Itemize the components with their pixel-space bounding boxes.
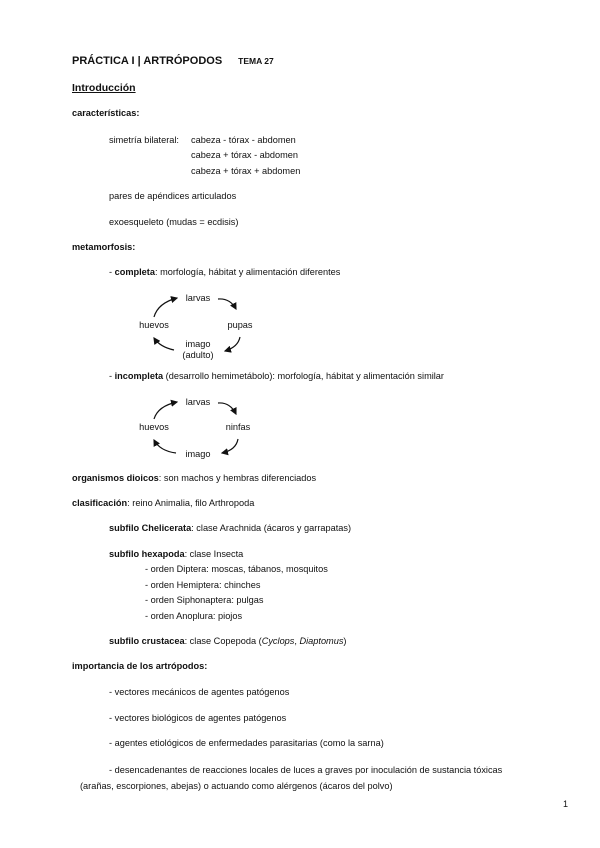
arrow [225, 337, 240, 351]
orden-item: - orden Anoplura: piojos [145, 611, 243, 621]
arrow [154, 440, 176, 453]
clasificacion-line [72, 498, 254, 509]
importancia-item: - desencadenantes de reacciones locales de luces a graves por inoculación de sustancia tóxicas [109, 765, 503, 775]
arrow [154, 338, 174, 350]
cycle2-bottom: imago [185, 449, 211, 459]
crustacea-term: subfilo crustacea [109, 636, 185, 646]
complete-metamorphosis-cycle [130, 285, 270, 365]
incompleta-desc: (desarrollo hemimetábolo): morfología, hábitat y alimentación similar [163, 371, 444, 381]
arrow [218, 403, 236, 414]
exoesqueleto-text: exoesqueleto (mudas = ecdisis) [109, 217, 239, 227]
orden-item: - orden Hemiptera: chinches [145, 580, 261, 590]
cycle1-bottom-sub: (adulto) [182, 350, 214, 360]
orden-item: - orden Siphonaptera: pulgas [145, 595, 264, 605]
cycle2-top: larvas [185, 397, 211, 407]
title-main: PRÁCTICA I | ARTRÓPODOS [72, 55, 223, 67]
apendices-text: pares de apéndices articulados [109, 191, 237, 201]
arrow [154, 298, 177, 317]
simetria-line: cabeza - tórax - abdomen [191, 135, 296, 145]
importancia-item: - vectores biológicos de agentes patógenos [109, 713, 287, 723]
hexapoda-line [109, 549, 243, 560]
crustacea-genus-1: Cyclops [261, 636, 295, 646]
dioicos-term: organismos dioicos [72, 473, 159, 483]
incompleta-term: incompleta [114, 371, 164, 381]
cycle1-top: larvas [185, 293, 211, 303]
crustacea-sep: , [294, 636, 300, 646]
importancia-item: - vectores mecánicos de agentes patógenos [109, 687, 290, 697]
incompleta-prefix: - [109, 371, 115, 381]
cycle1-right: pupas [227, 320, 253, 330]
page-number: 1 [563, 799, 569, 809]
clasificacion-desc: : reino Animalia, filo Arthropoda [127, 498, 255, 508]
section-heading-introduccion: Introducción [72, 82, 136, 94]
hexapoda-desc: : clase Insecta [184, 549, 244, 559]
title-tema: TEMA 27 [238, 56, 274, 66]
arrow [222, 439, 238, 453]
completa-term: completa [114, 267, 155, 277]
simetria-line: cabeza + tórax + abdomen [191, 166, 301, 176]
simetria-line: cabeza + tórax - abdomen [191, 150, 298, 160]
crustacea-end: ) [343, 636, 347, 646]
simetria-label: simetría bilateral: [109, 135, 179, 145]
incomplete-metamorphosis-cycle [130, 389, 270, 464]
cycle2-left: huevos [139, 422, 169, 432]
cycle1-bottom: imago [185, 339, 211, 349]
completa-line [109, 267, 340, 278]
incompleta-line [109, 371, 444, 382]
orden-item: - orden Diptera: moscas, tábanos, mosquitos [145, 564, 328, 574]
crustacea-desc: : clase Copepoda ( [184, 636, 262, 646]
heading-importancia: importancia de los artrópodos: [72, 661, 208, 671]
importancia-item: - agentes etiológicos de enfermedades parasitarias (como la sarna) [109, 738, 384, 748]
dioicos-line [72, 473, 316, 484]
chelicerata-line [109, 523, 351, 534]
clasificacion-term: clasificación [72, 498, 128, 508]
cycle1-left: huevos [139, 320, 169, 330]
heading-metamorfosis: metamorfosis: [72, 242, 136, 252]
completa-prefix: - [109, 267, 115, 277]
crustacea-genus-2: Diaptomus [299, 636, 344, 646]
importancia-item-continuation: (arañas, escorpiones, abejas) o actuando como alérgenos (ácaros del polvo) [80, 781, 393, 791]
heading-caracteristicas: características: [72, 108, 140, 118]
chelicerata-desc: : clase Arachnida (ácaros y garrapatas) [191, 523, 352, 533]
arrow [218, 299, 236, 309]
hexapoda-term: subfilo hexapoda [109, 549, 185, 559]
page-title [72, 55, 274, 67]
dioicos-desc: : son machos y hembras diferenciados [158, 473, 317, 483]
arrow [154, 402, 177, 419]
crustacea-line [109, 636, 346, 647]
chelicerata-term: subfilo Chelicerata [109, 523, 192, 533]
cycle2-right: ninfas [225, 422, 251, 432]
completa-desc: : morfología, hábitat y alimentación diferentes [154, 267, 341, 277]
